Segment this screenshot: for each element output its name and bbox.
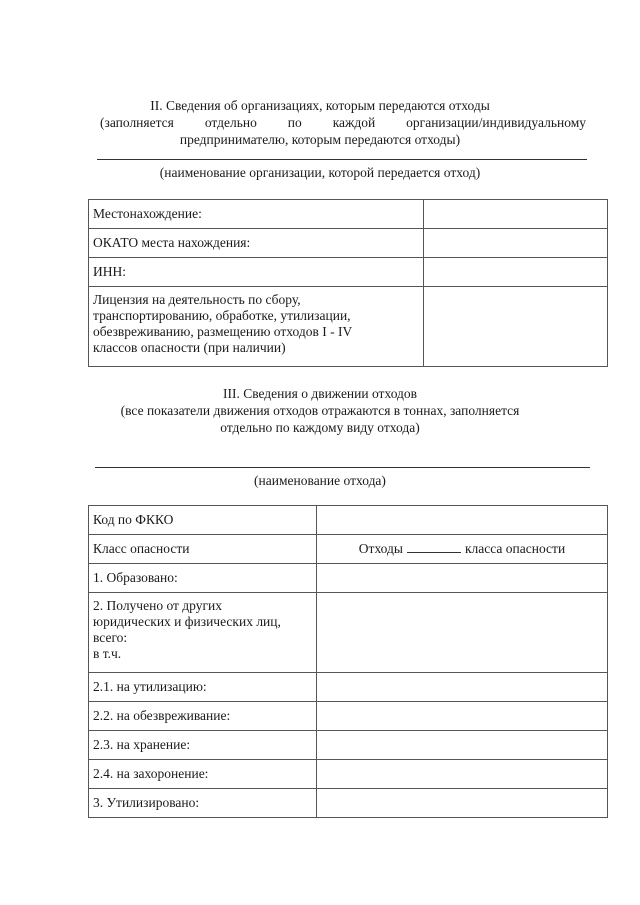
organization-name-caption: (наименование организации, которой передается отход): [159, 165, 481, 180]
section-3-title: III. Сведения о движении отходов: [222, 386, 418, 401]
table-row: [89, 506, 608, 535]
table-row: [89, 287, 608, 367]
for-neutralization-value-cell[interactable]: [317, 702, 608, 731]
for-storage-value-cell[interactable]: [317, 731, 608, 760]
for-recycling-label: 2.1. на утилизацию:: [89, 673, 317, 702]
fkko-code-value-cell[interactable]: [317, 506, 608, 535]
license-label-line: Лицензия на деятельность по сбору,: [93, 292, 301, 307]
subtitle-word: организации/индивидуальному: [406, 115, 586, 130]
recycled-label: 3. Утилизировано:: [89, 789, 317, 818]
license-label: [89, 287, 424, 367]
hazard-class-blank[interactable]: [407, 541, 461, 553]
for-neutralization-label: 2.2. на обезвреживание:: [89, 702, 317, 731]
recycled-value-cell[interactable]: [317, 789, 608, 818]
table-row: [89, 731, 608, 760]
hazard-class-value-cell: [317, 535, 608, 564]
received-label-line: всего:: [93, 630, 128, 645]
section-3-subtitle-line-1: (все показатели движения отходов отражаются в тоннах, заполняется: [120, 403, 520, 418]
location-value-cell[interactable]: [424, 200, 608, 229]
for-recycling-value-cell[interactable]: [317, 673, 608, 702]
table-row: [89, 673, 608, 702]
table-row: [89, 200, 608, 229]
subtitle-word: (заполняется: [100, 115, 174, 130]
okato-label: ОКАТО места нахождения:: [89, 229, 424, 258]
fkko-code-label: Код по ФККО: [89, 506, 317, 535]
subtitle-word: по: [287, 115, 302, 130]
for-burial-value-cell[interactable]: [317, 760, 608, 789]
location-label: Местонахождение:: [89, 200, 424, 229]
hazard-class-label: Класс опасности: [89, 535, 317, 564]
table-row: [89, 564, 608, 593]
generated-label: 1. Образовано:: [89, 564, 317, 593]
table-row: [89, 258, 608, 287]
table-row: [89, 789, 608, 818]
organization-info-table: [88, 199, 608, 367]
section-3-subtitle-line-2: отдельно по каждому виду отхода): [220, 420, 420, 435]
organization-name-line: [97, 159, 587, 160]
section-2-title: II. Сведения об организациях, которым передаются отходы: [150, 98, 490, 113]
table-row: [89, 760, 608, 789]
received-label-line: юридических и физических лиц,: [93, 614, 281, 629]
received-label-line: в т.ч.: [93, 646, 122, 661]
for-storage-label: 2.3. на хранение:: [89, 731, 317, 760]
hazard-class-prefix: Отходы: [358, 541, 403, 556]
table-row: [89, 702, 608, 731]
table-row: [89, 229, 608, 258]
table-row: [89, 593, 608, 673]
waste-movement-table: [88, 505, 608, 818]
for-burial-label: 2.4. на захоронение:: [89, 760, 317, 789]
generated-value-cell[interactable]: [317, 564, 608, 593]
hazard-class-suffix: класса опасности: [464, 541, 566, 556]
received-label-line: 2. Получено от других: [93, 598, 222, 613]
received-label: [89, 593, 317, 673]
table-row: [89, 535, 608, 564]
subtitle-word: отдельно: [204, 115, 257, 130]
license-label-line: обезвреживанию, размещению отходов I - IV: [93, 324, 353, 339]
waste-name-caption: (наименование отхода): [254, 473, 386, 488]
inn-label: ИНН:: [89, 258, 424, 287]
section-2-subtitle-line-1: [100, 114, 586, 131]
license-label-line: классов опасности (при наличии): [93, 340, 286, 355]
okato-value-cell[interactable]: [424, 229, 608, 258]
inn-value-cell[interactable]: [424, 258, 608, 287]
section-2-subtitle-line-2: предпринимателю, которым передаются отходы): [179, 132, 461, 147]
subtitle-word: каждой: [332, 115, 376, 130]
received-value-cell[interactable]: [317, 593, 608, 673]
waste-name-line: [95, 467, 590, 468]
license-value-cell[interactable]: [424, 287, 608, 367]
license-label-line: транспортированию, обработке, утилизации,: [93, 308, 351, 323]
